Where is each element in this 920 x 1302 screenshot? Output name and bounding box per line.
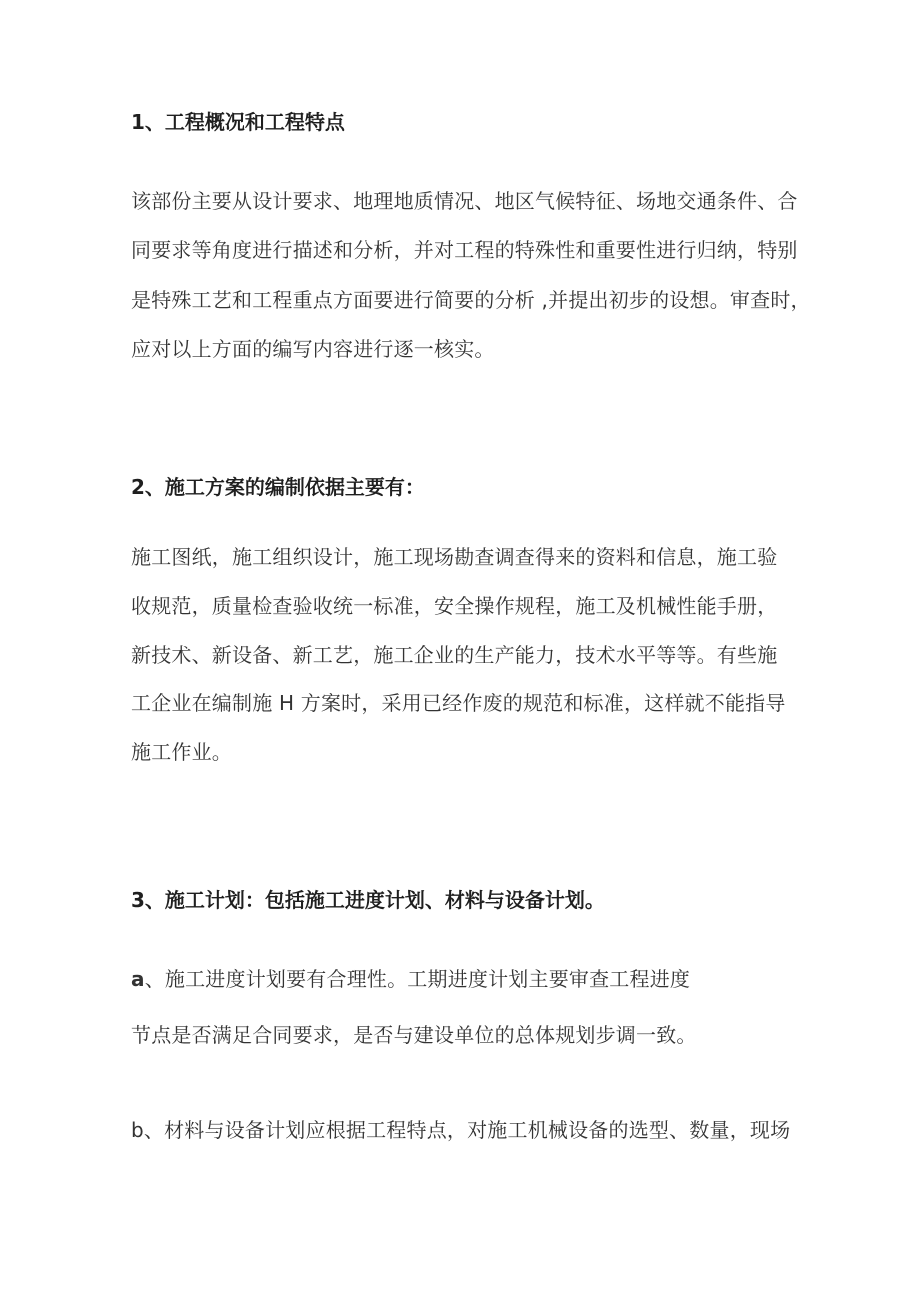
- section-1-line-1: 该部份主要从设计要求、地理地质情况、地区气候特征、场地交通条件、合: [131, 189, 798, 213]
- item-a-line-1: [131, 966, 690, 992]
- section-1-heading: 1、工程概况和工程特点: [131, 110, 345, 134]
- section-2-line-2: 收规范，质量检查验收统一标准，安全操作规程，施工及机械性能手册，: [131, 594, 778, 618]
- section-1-line-4: 应对以上方面的编写内容进行逐一核实。: [131, 337, 495, 361]
- item-b-line-1: [131, 1117, 790, 1143]
- item-a-line-2: 节点是否满足合同要求，是否与建设单位的总体规划步调一致。: [131, 1023, 697, 1047]
- section-2-line-5: 施工作业。: [131, 740, 232, 764]
- section-2-line-3: 新技术、新设备、新工艺，施工企业的生产能力，技术水平等等。有些施: [131, 643, 778, 667]
- item-a-text: 、施工进度计划要有合理性。工期进度计划主要审查工程进度: [144, 967, 691, 991]
- item-a-marker: a: [131, 967, 145, 991]
- item-b-marker: b: [131, 1118, 144, 1142]
- section-1-line-2: 同要求等角度进行描述和分析，并对工程的特殊性和重要性进行归纳，特别: [131, 238, 798, 262]
- section-3-heading: 3、施工计划：包括施工进度计划、材料与设备计划。: [131, 888, 605, 912]
- section-2-heading: 2、施工方案的编制依据主要有：: [131, 475, 425, 499]
- section-2-line-4: 工企业在编制施 H 方案时，采用已经作废的规范和标准，这样就不能指导: [131, 691, 786, 715]
- section-2-line-1: 施工图纸，施工组织设计，施工现场勘查调查得来的资料和信息，施工验: [131, 545, 778, 569]
- section-1-line-3: 是特殊工艺和工程重点方面要进行简要的分析 ,并提出初步的设想。审查时，: [131, 288, 811, 312]
- item-b-text: 、材料与设备计划应根据工程特点，对施工机械设备的选型、数量，现场: [143, 1118, 791, 1142]
